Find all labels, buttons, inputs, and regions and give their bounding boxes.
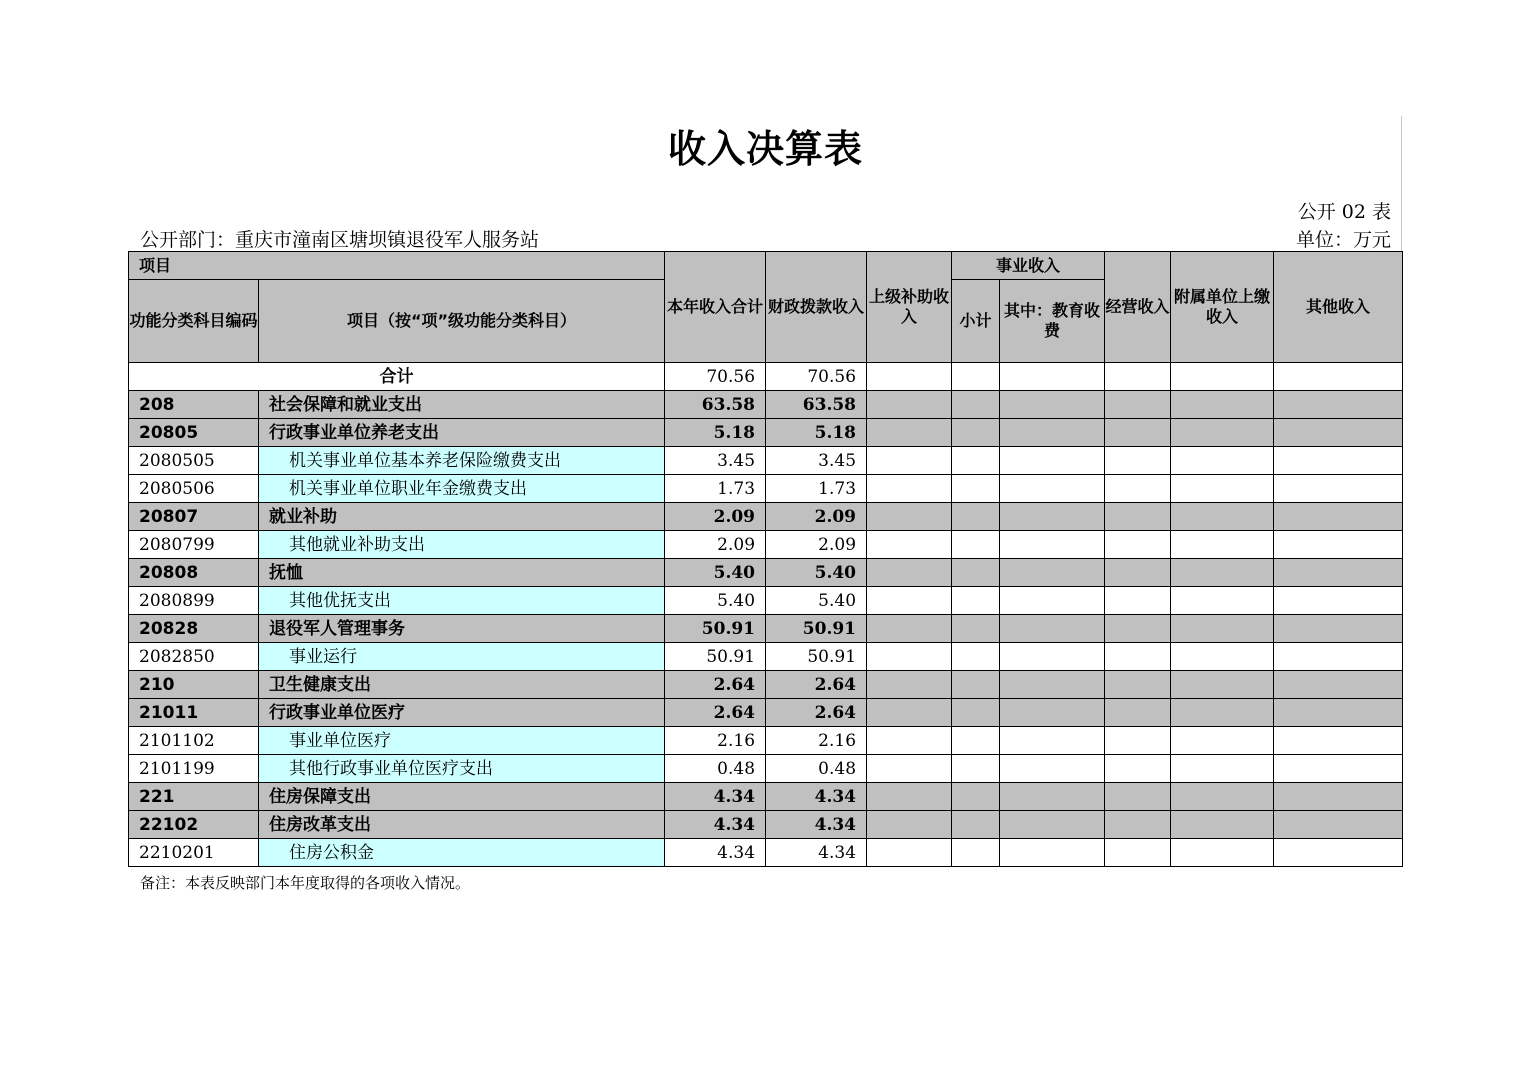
empty-cell bbox=[1274, 783, 1403, 811]
empty-cell bbox=[1000, 727, 1105, 755]
empty-cell bbox=[1171, 391, 1274, 419]
row-name: 住房改革支出 bbox=[259, 811, 665, 839]
empty-cell bbox=[867, 475, 952, 503]
empty-cell bbox=[952, 391, 1000, 419]
empty-cell bbox=[867, 419, 952, 447]
table-row bbox=[129, 671, 1403, 699]
row-name: 事业单位医疗 bbox=[259, 727, 665, 755]
row-code: 2082850 bbox=[129, 643, 259, 671]
empty-cell bbox=[1105, 447, 1171, 475]
empty-cell bbox=[867, 643, 952, 671]
empty-cell bbox=[1171, 587, 1274, 615]
row-name: 行政事业单位医疗 bbox=[259, 699, 665, 727]
row-code: 2101199 bbox=[129, 755, 259, 783]
row-fiscal: 63.58 bbox=[766, 391, 867, 419]
row-fiscal: 1.73 bbox=[766, 475, 867, 503]
department-label: 公开部门：重庆市潼南区塘坝镇退役军人服务站 bbox=[140, 229, 540, 251]
empty-cell bbox=[1105, 503, 1171, 531]
footnote: 备注：本表反映部门本年度取得的各项收入情况。 bbox=[140, 874, 471, 892]
empty-cell bbox=[952, 839, 1000, 867]
row-total-income: 1.73 bbox=[665, 475, 766, 503]
row-name: 机关事业单位职业年金缴费支出 bbox=[259, 475, 665, 503]
row-name: 卫生健康支出 bbox=[259, 671, 665, 699]
empty-cell bbox=[867, 839, 952, 867]
header-operating: 经营收入 bbox=[1105, 252, 1171, 363]
row-name: 社会保障和就业支出 bbox=[259, 391, 665, 419]
row-fiscal: 5.18 bbox=[766, 419, 867, 447]
row-code: 2080899 bbox=[129, 587, 259, 615]
row-total-income: 50.91 bbox=[665, 615, 766, 643]
empty-cell bbox=[1105, 587, 1171, 615]
row-code: 20828 bbox=[129, 615, 259, 643]
header-total-income: 本年收入合计 bbox=[665, 252, 766, 363]
income-table bbox=[128, 251, 1403, 867]
empty-cell bbox=[1171, 699, 1274, 727]
row-code: 21011 bbox=[129, 699, 259, 727]
total-row bbox=[129, 363, 1403, 391]
empty-cell bbox=[1171, 531, 1274, 559]
row-total-income: 0.48 bbox=[665, 755, 766, 783]
row-fiscal: 2.09 bbox=[766, 503, 867, 531]
row-code: 210 bbox=[129, 671, 259, 699]
empty-cell bbox=[952, 811, 1000, 839]
row-name: 抚恤 bbox=[259, 559, 665, 587]
row-code: 2210201 bbox=[129, 839, 259, 867]
table-row bbox=[129, 699, 1403, 727]
row-total-income: 4.34 bbox=[665, 783, 766, 811]
page-title: 收入决算表 bbox=[667, 127, 863, 171]
row-total-income: 2.09 bbox=[665, 503, 766, 531]
row-name: 行政事业单位养老支出 bbox=[259, 419, 665, 447]
row-total-income: 2.64 bbox=[665, 671, 766, 699]
empty-cell bbox=[1105, 671, 1171, 699]
row-fiscal: 4.34 bbox=[766, 839, 867, 867]
empty-cell bbox=[867, 447, 952, 475]
table-row bbox=[129, 643, 1403, 671]
header-func-code: 功能分类科目编码 bbox=[129, 280, 259, 363]
empty-cell bbox=[1274, 671, 1403, 699]
empty-cell bbox=[1000, 503, 1105, 531]
row-code: 2080799 bbox=[129, 531, 259, 559]
row-total-income: 5.40 bbox=[665, 587, 766, 615]
row-fiscal: 0.48 bbox=[766, 755, 867, 783]
empty-cell bbox=[1274, 839, 1403, 867]
empty-cell bbox=[952, 559, 1000, 587]
empty-cell bbox=[1105, 811, 1171, 839]
table-row bbox=[129, 559, 1403, 587]
empty-cell bbox=[867, 391, 952, 419]
empty-cell bbox=[1105, 559, 1171, 587]
empty-cell bbox=[952, 587, 1000, 615]
header-edu-fee: 其中：教育收费 bbox=[1000, 280, 1105, 363]
empty-cell bbox=[867, 503, 952, 531]
table-row bbox=[129, 783, 1403, 811]
table-row bbox=[129, 811, 1403, 839]
row-name: 就业补助 bbox=[259, 503, 665, 531]
empty-cell bbox=[867, 531, 952, 559]
empty-cell bbox=[1171, 671, 1274, 699]
empty-cell bbox=[952, 699, 1000, 727]
table-row bbox=[129, 503, 1403, 531]
empty-cell bbox=[1274, 531, 1403, 559]
empty-cell bbox=[867, 615, 952, 643]
empty-cell bbox=[1274, 391, 1403, 419]
empty-cell bbox=[952, 671, 1000, 699]
empty-cell bbox=[1274, 475, 1403, 503]
empty-cell bbox=[1171, 811, 1274, 839]
row-name: 住房公积金 bbox=[259, 839, 665, 867]
row-code: 22102 bbox=[129, 811, 259, 839]
empty-cell bbox=[952, 783, 1000, 811]
empty-cell bbox=[867, 727, 952, 755]
row-code: 2080506 bbox=[129, 475, 259, 503]
empty-cell bbox=[1000, 531, 1105, 559]
row-name: 住房保障支出 bbox=[259, 783, 665, 811]
empty-cell bbox=[1000, 643, 1105, 671]
row-name: 机关事业单位基本养老保险缴费支出 bbox=[259, 447, 665, 475]
table-row bbox=[129, 531, 1403, 559]
empty-cell bbox=[1171, 783, 1274, 811]
empty-cell bbox=[1105, 727, 1171, 755]
table-row bbox=[129, 587, 1403, 615]
row-fiscal: 50.91 bbox=[766, 615, 867, 643]
row-fiscal: 4.34 bbox=[766, 811, 867, 839]
row-code: 221 bbox=[129, 783, 259, 811]
empty-cell bbox=[1105, 839, 1171, 867]
total-fiscal-value: 70.56 bbox=[766, 363, 867, 391]
row-code: 208 bbox=[129, 391, 259, 419]
row-name: 事业运行 bbox=[259, 643, 665, 671]
empty-cell bbox=[1000, 783, 1105, 811]
empty-cell bbox=[1171, 839, 1274, 867]
table-number: 公开 02 表 bbox=[1297, 201, 1391, 223]
empty-cell bbox=[952, 447, 1000, 475]
empty-cell bbox=[1274, 727, 1403, 755]
empty-cell bbox=[1274, 419, 1403, 447]
empty-cell bbox=[1105, 615, 1171, 643]
row-code: 20805 bbox=[129, 419, 259, 447]
empty-cell bbox=[1171, 615, 1274, 643]
row-fiscal: 2.64 bbox=[766, 699, 867, 727]
empty-cell bbox=[1105, 783, 1171, 811]
table-row bbox=[129, 727, 1403, 755]
empty-cell bbox=[1000, 419, 1105, 447]
empty-cell bbox=[952, 475, 1000, 503]
table-row bbox=[129, 615, 1403, 643]
row-total-income: 3.45 bbox=[665, 447, 766, 475]
empty-cell bbox=[1000, 839, 1105, 867]
header-subtotal: 小计 bbox=[952, 280, 1000, 363]
empty-cell bbox=[1274, 755, 1403, 783]
empty-cell bbox=[952, 643, 1000, 671]
empty-cell bbox=[1171, 727, 1274, 755]
empty-cell bbox=[952, 727, 1000, 755]
row-name: 退役军人管理事务 bbox=[259, 615, 665, 643]
empty-cell bbox=[1000, 811, 1105, 839]
empty-cell bbox=[1105, 475, 1171, 503]
empty-cell bbox=[1000, 755, 1105, 783]
empty-cell bbox=[1000, 615, 1105, 643]
empty-cell bbox=[1105, 755, 1171, 783]
total-income-value: 70.56 bbox=[665, 363, 766, 391]
row-fiscal: 3.45 bbox=[766, 447, 867, 475]
empty-cell bbox=[1000, 699, 1105, 727]
unit-label: 单位：万元 bbox=[1295, 229, 1391, 251]
empty-cell bbox=[1274, 559, 1403, 587]
header-project: 项目 bbox=[129, 252, 665, 280]
row-code: 20808 bbox=[129, 559, 259, 587]
empty-cell bbox=[1171, 559, 1274, 587]
empty-cell bbox=[1274, 699, 1403, 727]
row-total-income: 50.91 bbox=[665, 643, 766, 671]
total-label: 合计 bbox=[129, 363, 665, 391]
empty-cell bbox=[867, 587, 952, 615]
empty-cell bbox=[867, 671, 952, 699]
empty-cell bbox=[1274, 503, 1403, 531]
row-code: 2101102 bbox=[129, 727, 259, 755]
empty-cell bbox=[952, 755, 1000, 783]
empty-cell bbox=[1105, 419, 1171, 447]
empty-cell bbox=[952, 531, 1000, 559]
empty-cell bbox=[1171, 503, 1274, 531]
row-total-income: 63.58 bbox=[665, 391, 766, 419]
header-business-income: 事业收入 bbox=[952, 252, 1105, 280]
row-total-income: 2.64 bbox=[665, 699, 766, 727]
row-name: 其他就业补助支出 bbox=[259, 531, 665, 559]
empty-cell bbox=[1171, 447, 1274, 475]
empty-cell bbox=[1274, 811, 1403, 839]
row-fiscal: 5.40 bbox=[766, 587, 867, 615]
row-total-income: 4.34 bbox=[665, 839, 766, 867]
empty-cell bbox=[952, 615, 1000, 643]
empty-cell bbox=[1105, 699, 1171, 727]
row-fiscal: 5.40 bbox=[766, 559, 867, 587]
empty-cell bbox=[1000, 587, 1105, 615]
table-row bbox=[129, 839, 1403, 867]
empty-cell bbox=[1000, 391, 1105, 419]
empty-cell bbox=[867, 783, 952, 811]
table-row bbox=[129, 475, 1403, 503]
empty-cell bbox=[1274, 587, 1403, 615]
empty-cell bbox=[1000, 475, 1105, 503]
row-fiscal: 50.91 bbox=[766, 643, 867, 671]
empty-cell bbox=[1274, 615, 1403, 643]
empty-cell bbox=[1171, 419, 1274, 447]
row-fiscal: 2.64 bbox=[766, 671, 867, 699]
table-row bbox=[129, 447, 1403, 475]
row-total-income: 4.34 bbox=[665, 811, 766, 839]
table-row bbox=[129, 391, 1403, 419]
empty-cell bbox=[867, 755, 952, 783]
row-total-income: 5.40 bbox=[665, 559, 766, 587]
row-fiscal: 2.16 bbox=[766, 727, 867, 755]
row-code: 20807 bbox=[129, 503, 259, 531]
empty-cell bbox=[1105, 643, 1171, 671]
header-project-item: 项目（按“项”级功能分类科目） bbox=[259, 280, 665, 363]
table-row bbox=[129, 755, 1403, 783]
empty-cell bbox=[952, 503, 1000, 531]
empty-cell bbox=[1105, 531, 1171, 559]
row-name: 其他行政事业单位医疗支出 bbox=[259, 755, 665, 783]
empty-cell bbox=[1274, 447, 1403, 475]
empty-cell bbox=[867, 559, 952, 587]
row-fiscal: 4.34 bbox=[766, 783, 867, 811]
empty-cell bbox=[1000, 447, 1105, 475]
table-row bbox=[129, 419, 1403, 447]
empty-cell bbox=[1274, 643, 1403, 671]
header-fiscal: 财政拨款收入 bbox=[766, 252, 867, 363]
empty-cell bbox=[1105, 391, 1171, 419]
empty-cell bbox=[1171, 475, 1274, 503]
row-code: 2080505 bbox=[129, 447, 259, 475]
header-other: 其他收入 bbox=[1274, 252, 1403, 363]
row-total-income: 2.16 bbox=[665, 727, 766, 755]
row-total-income: 2.09 bbox=[665, 531, 766, 559]
empty-cell bbox=[867, 811, 952, 839]
row-fiscal: 2.09 bbox=[766, 531, 867, 559]
header-superior-subsidy: 上级补助收入 bbox=[867, 252, 952, 363]
empty-cell bbox=[952, 419, 1000, 447]
empty-cell bbox=[867, 699, 952, 727]
row-total-income: 5.18 bbox=[665, 419, 766, 447]
empty-cell bbox=[1000, 559, 1105, 587]
empty-cell bbox=[1000, 671, 1105, 699]
empty-cell bbox=[1171, 643, 1274, 671]
page-edge-line bbox=[1401, 116, 1402, 252]
empty-cell bbox=[1171, 755, 1274, 783]
row-name: 其他优抚支出 bbox=[259, 587, 665, 615]
header-affiliated: 附属单位上缴收入 bbox=[1171, 252, 1274, 363]
